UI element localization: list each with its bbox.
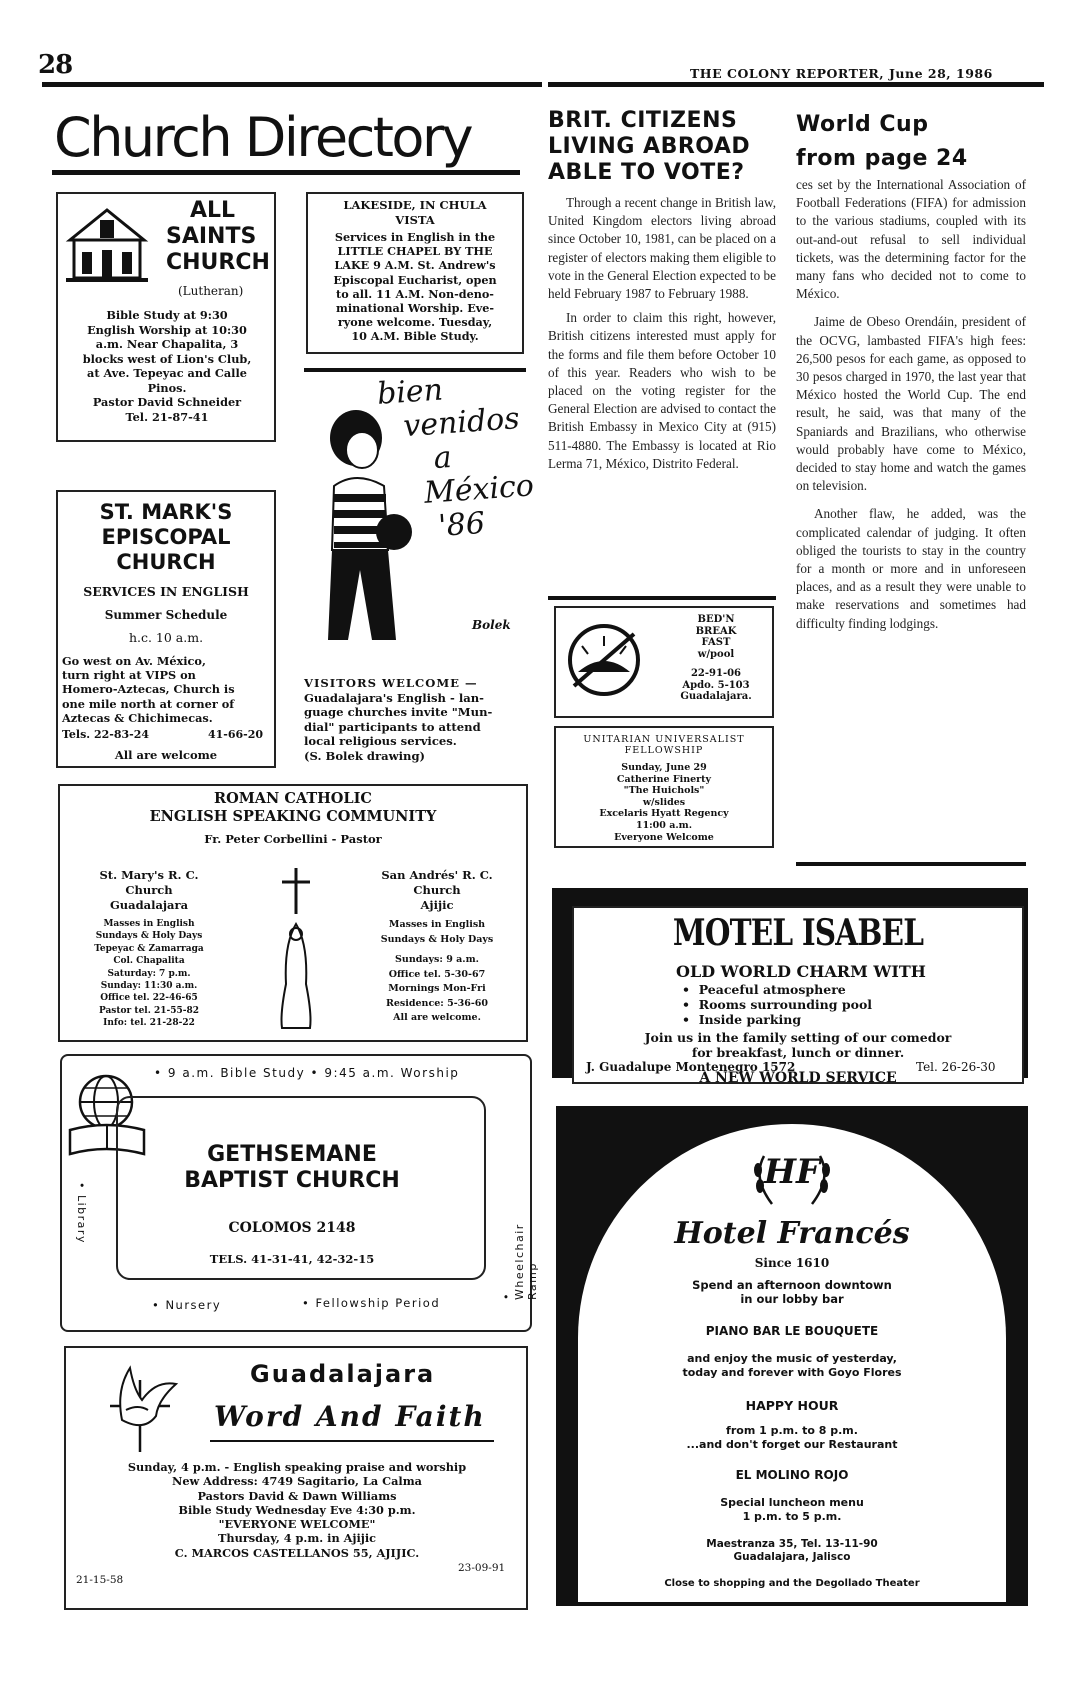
- lakeside-body-3: LAKE 9 A.M. St. Andrew's: [334, 258, 496, 273]
- motel-tagline: OLD WORLD CHARM WITH: [676, 962, 926, 981]
- st-marks-time: h.c. 10 a.m.: [128, 630, 204, 645]
- rc-right-body-3: Sundays: 9 a.m.: [395, 954, 479, 965]
- unitarian-ad: [554, 726, 774, 848]
- waf-tel-left: 21-15-58: [76, 1574, 124, 1586]
- cross-statue-icon: [270, 864, 322, 1034]
- rc-left-body-5: Saturday: 7 p.m.: [107, 968, 191, 979]
- st-marks-name-3: CHURCH: [116, 550, 216, 574]
- title-rule: [52, 170, 520, 175]
- bienvenidos-word-3: a: [432, 439, 453, 477]
- hotel-close: Close to shopping and the Degollado Theater: [664, 1578, 920, 1589]
- motel-bullet-icon-1: •: [682, 982, 699, 997]
- gethsemane-bottom-right: • Fellowship Period: [302, 1296, 441, 1310]
- gethsemane-top-line: • 9 a.m. Bible Study • 9:45 a.m. Worship: [154, 1066, 460, 1080]
- sunrise-bird-icon: [564, 620, 644, 700]
- hotel-frances-arch: [578, 1124, 1006, 1602]
- hotel-happy-2: ...and don't forget our Restaurant: [686, 1438, 898, 1451]
- waf-body-6: Thursday, 4 p.m. in Ajijic: [218, 1531, 376, 1546]
- motel-address: J. Guadalupe Montenegro 1572: [586, 1060, 796, 1074]
- rc-left-name-2: Church: [125, 883, 173, 897]
- all-saints-ad: [56, 192, 276, 442]
- unitarian-body-1: Sunday, June 29: [621, 762, 707, 773]
- rc-right-name-1: San Andrés' R. C.: [381, 868, 493, 882]
- motel-bullet-3: Inside parking: [698, 1012, 802, 1027]
- rc-left-body-8: Pastor tel. 21-55-82: [98, 1005, 200, 1016]
- hotel-spend-2: in our lobby bar: [740, 1292, 844, 1306]
- rc-pastor: Fr. Peter Corbellini - Pastor: [204, 832, 382, 846]
- brit-headline-1: BRIT. CITIZENS: [548, 108, 738, 133]
- bnb-line-2: BREAK: [695, 625, 737, 637]
- hotel-since: Since 1610: [754, 1256, 830, 1270]
- rc-right-name-3: Ajijic: [420, 898, 454, 912]
- hotel-lunch-1: Special luncheon menu: [720, 1496, 864, 1509]
- dove-cross-icon: [86, 1360, 194, 1456]
- st-marks-body-4: one mile north at corner of: [62, 696, 235, 711]
- hotel-enjoy-1: and enjoy the music of yesterday,: [687, 1352, 897, 1365]
- unitarian-body-5: Excelaris Hyatt Regency: [599, 808, 729, 820]
- all-saints-name-2: SAINTS: [166, 224, 257, 249]
- waf-divider: [210, 1440, 494, 1442]
- bienvenidos-caption-2: Guadalajara's English - lan-: [304, 690, 484, 705]
- gethsemane-left-side: • Library: [75, 1182, 88, 1244]
- rc-right-body-4: Office tel. 5-30-67: [388, 968, 486, 980]
- st-marks-tels-right: 41-66-20: [208, 728, 264, 741]
- unitarian-title-2: FELLOWSHIP: [624, 745, 704, 756]
- rc-right-body-1: Masses in English: [388, 919, 486, 930]
- hotel-happy-1: from 1 p.m. to 8 p.m.: [726, 1424, 858, 1437]
- lakeside-body-2: LITTLE CHAPEL BY THE: [337, 244, 493, 259]
- unitarian-body-3: "The Huichols": [623, 785, 705, 797]
- bnb-line-4: w/pool: [697, 648, 735, 660]
- bienvenidos-word-1: bien: [375, 372, 445, 412]
- st-marks-name-2: EPISCOPAL: [101, 525, 231, 549]
- world-cup-headline-1: World Cup: [796, 112, 929, 137]
- bienvenidos-caption-3: guage churches invite "Mun-: [304, 705, 493, 720]
- all-saints-body-2: English Worship at 10:30: [87, 322, 247, 337]
- all-saints-body-5: at Ave. Tepeyac and Calle: [87, 366, 247, 380]
- all-saints-name-3: CHURCH: [166, 250, 270, 275]
- rc-left-body-4: Col. Chapalita: [113, 956, 185, 967]
- waf-body-5: "EVERYONE WELCOME": [218, 1517, 376, 1532]
- st-marks-body-5: Aztecas & Chichimecas.: [62, 710, 213, 725]
- lakeside-ad: [306, 192, 524, 354]
- world-cup-paragraph-3: Another flaw, he added, was the complicated calendar of judging. It often obliged the tourists to stay in the country for a month or more and in unforeseen places, and as a result they were unable to make reservations and sometimes had difficulty finding lodgings.: [796, 506, 1026, 631]
- unitarian-body-4: w/slides: [642, 796, 686, 808]
- unitarian-title-1: UNITARIAN UNIVERSALIST: [583, 734, 745, 745]
- lakeside-body-4: Episcopal Eucharist, open: [333, 272, 497, 287]
- brit-bottom-rule: [548, 596, 776, 600]
- bienvenidos-caption-1: VISITORS WELCOME —: [304, 676, 478, 690]
- bienvenidos-caption-5: local religious services.: [304, 734, 457, 749]
- waf-tel-right: 23-09-91: [458, 1562, 506, 1574]
- st-marks-welcome: All are welcome: [114, 748, 218, 762]
- lakeside-body-5: to all. 11 A.M. Non-deno-: [336, 286, 494, 301]
- hotel-piano: PIANO BAR LE BOUQUETE: [705, 1324, 879, 1338]
- rc-right-body-6: Residence: 5-36-60: [385, 997, 489, 1009]
- hotel-spend-1: Spend an afternoon downtown: [692, 1278, 892, 1292]
- publication-line: THE COLONY REPORTER, June 28, 1986: [690, 66, 993, 81]
- directory-title: Church Directory: [54, 106, 472, 169]
- roman-catholic-ad: [58, 784, 528, 1042]
- motel-slogan: A NEW WORLD SERVICE: [699, 1070, 897, 1086]
- unitarian-body-2: Catherine Finerty: [616, 773, 712, 785]
- header-rule-right: [548, 82, 1044, 87]
- waf-body-2: New Address: 4749 Sagitario, La Calma: [172, 1474, 422, 1489]
- bnb-line-1: BED'N: [697, 614, 735, 625]
- rc-left-body-9: Info: tel. 21-28-22: [103, 1018, 195, 1029]
- all-saints-body-3: a.m. Near Chapalita, 3: [95, 337, 239, 351]
- bienvenidos-word-4: México: [422, 468, 535, 511]
- st-marks-schedule: Summer Schedule: [104, 608, 228, 622]
- hotel-address-1: Maestranza 35, Tel. 13-11-90: [706, 1538, 878, 1550]
- gethsemane-bottom-left: • Nursery: [152, 1298, 222, 1312]
- all-saints-body-4: blocks west of Lion's Club,: [82, 351, 252, 366]
- gethsemane-name-2: BAPTIST CHURCH: [184, 1168, 400, 1193]
- gethsemane-right-side: • Wheelchair Ramp: [500, 1223, 539, 1300]
- rc-left-name-3: Guadalajara: [109, 898, 189, 912]
- brit-paragraph-1: Through a recent change in British law, United Kingdom electors living abroad since October 10, 1981, can be placed on a register of electors making them eligible to vote in the General Election expected to be held February 1987 to February 1988.: [548, 195, 776, 302]
- hotel-restaurant: EL MOLINO ROJO: [735, 1468, 849, 1482]
- motel-bullet-icon-2: •: [682, 997, 699, 1012]
- brit-headline-2: LIVING ABROAD: [548, 134, 751, 159]
- lakeside-body-6: minational Worship. Eve-: [336, 301, 494, 316]
- rc-right-body-7: All are welcome.: [393, 1012, 481, 1023]
- lakeside-title-1: LAKESIDE, IN CHULA: [343, 198, 487, 212]
- all-saints-tel: Tel. 21-87-41: [125, 409, 209, 424]
- brit-paragraph-2: In order to claim this right, however, British citizens interested must apply for the forms and file them before October 10 of this year. Readers who wish to be placed on the voting register for the General Election are advised to contact the British Embassy in Mexico City at (915) 511-4880. The Embassy is located at Rio Lerma 71, México, Distrito Federal.: [548, 310, 776, 471]
- st-marks-body-1: Go west on Av. México,: [62, 654, 206, 668]
- st-marks-tels-left: Tels. 22-83-24: [62, 728, 150, 741]
- bnb-line-7: Guadalajara.: [680, 691, 752, 702]
- world-cup-headline-2: from page 24: [796, 146, 968, 171]
- motel-bullet-2: Rooms surrounding pool: [698, 997, 873, 1012]
- hotel-address-2: Guadalajara, Jalisco: [733, 1551, 851, 1563]
- st-marks-name-1: ST. MARK'S: [99, 500, 233, 524]
- header-rule-left: [42, 82, 542, 87]
- lakeside-body-8: 10 A.M. Bible Study.: [351, 329, 479, 344]
- rc-left-body-6: Sunday: 11:30 a.m.: [100, 981, 198, 992]
- rc-right-name-2: Church: [413, 883, 461, 897]
- brit-headline-3: ABLE TO VOTE?: [548, 160, 745, 185]
- all-saints-body-1: Bible Study at 9:30: [106, 308, 228, 322]
- hotel-lunch-2: 1 p.m. to 5 p.m.: [742, 1510, 842, 1523]
- bienvenidos-word-2: venidos: [402, 401, 521, 445]
- gethsemane-address: COLOMOS 2148: [228, 1220, 356, 1236]
- bienvenidos-caption-4: dial" participants to attend: [304, 719, 481, 734]
- all-saints-pastor: Pastor David Schneider: [92, 395, 242, 409]
- waf-body-4: Bible Study Wednesday Eve 4:30 p.m.: [178, 1502, 416, 1517]
- motel-invite-2: for breakfast, lunch or dinner.: [691, 1045, 905, 1060]
- bienvenidos-caption-6: (S. Bolek drawing): [304, 748, 426, 763]
- motel-tel: Tel. 26-26-30: [916, 1060, 996, 1074]
- word-and-faith-ad: [64, 1346, 528, 1610]
- hotel-monogram: HF: [763, 1152, 821, 1192]
- bienvenidos-signature: Bolek: [472, 618, 511, 632]
- hotel-name: Hotel Francés: [674, 1216, 910, 1251]
- st-marks-services: SERVICES IN ENGLISH: [83, 584, 249, 599]
- bnb-line-6: Apdo. 5-103: [682, 679, 750, 691]
- st-marks-ad: [56, 490, 276, 768]
- motel-isabel-inner: [572, 906, 1024, 1084]
- motel-name: MOTEL ISABEL: [672, 912, 924, 954]
- church-building-icon: [64, 206, 150, 284]
- unitarian-body-6: 11:00 a.m.: [635, 819, 693, 831]
- gethsemane-name-1: GETHSEMANE: [207, 1142, 377, 1167]
- rc-left-body-2: Sundays & Holy Days: [95, 931, 203, 942]
- bienvenidos-drawing: [304, 372, 535, 666]
- motel-bullet-icon-3: •: [682, 1012, 699, 1027]
- hotel-happy: HAPPY HOUR: [745, 1398, 839, 1413]
- world-cup-paragraph-1: ces set by the International Association of Football Federations (FIFA) for admission to the various stadiums, coupled with its out-and-out refusal to sell individual tickets, was the determining factor for the many fans who decided not to come to México.: [796, 177, 1026, 302]
- rc-left-body-3: Tepeyac & Zamarraga: [94, 943, 204, 954]
- rc-right-body-2: Sundays & Holy Days: [380, 933, 494, 945]
- rc-left-body-7: Office tel. 22-46-65: [100, 993, 198, 1004]
- bnb-line-5: 22-91-06: [690, 668, 742, 679]
- all-saints-body-6: Pinos.: [147, 380, 187, 395]
- waf-body-1: Sunday, 4 p.m. - English speaking praise and worship: [127, 1460, 467, 1474]
- world-cup-bottom-rule: [796, 862, 1026, 866]
- waf-name-top: Guadalajara: [250, 1360, 436, 1388]
- waf-body-3: Pastors David & Dawn Williams: [197, 1488, 397, 1503]
- gethsemane-tels: TELS. 41-31-41, 42-32-15: [209, 1252, 375, 1266]
- bienvenidos-word-5: '86: [437, 505, 487, 544]
- all-saints-denomination: (Lutheran): [178, 284, 244, 298]
- lakeside-title-2: VISTA: [395, 212, 435, 227]
- rc-left-body-1: Masses in English: [103, 919, 195, 929]
- rc-title-1: ROMAN CATHOLIC: [214, 790, 372, 807]
- bed-n-break-ad: [554, 606, 774, 718]
- gethsemane-ad: [60, 1054, 539, 1332]
- motel-bullet-1: Peaceful atmosphere: [698, 982, 846, 997]
- hotel-enjoy-2: today and forever with Goyo Flores: [682, 1366, 902, 1379]
- rc-left-name-1: St. Mary's R. C.: [99, 868, 199, 882]
- rc-right-body-5: Mornings Mon-Fri: [388, 983, 486, 994]
- rc-title-2: ENGLISH SPEAKING COMMUNITY: [149, 808, 437, 825]
- st-marks-body-2: turn right at VIPS on: [62, 668, 196, 683]
- lakeside-body-7: ryone welcome. Tuesday,: [337, 315, 493, 330]
- unitarian-body-7: Everyone Welcome: [614, 831, 714, 843]
- lakeside-body-1: Services in English in the: [334, 230, 496, 244]
- st-marks-body-3: Homero-Aztecas, Church is: [62, 682, 235, 697]
- bnb-line-3: FAST: [701, 637, 731, 648]
- waf-body-7: C. MARCOS CASTELLANOS 55, AJIJIC.: [174, 1545, 420, 1560]
- page-number: 28: [38, 50, 73, 80]
- world-cup-paragraph-2: Jaime de Obeso Orendáin, president of the OCVG, lambasted FIFA's high fees: 26,500 pesos for each game, as opposed to 30 pesos charged in 1970, the last year that México hosted the World Cup. The end result, he said, was that many of the Spaniards and Brazilians, who otherwise would probably have come to México, decided to stay home and watch the games on television.: [796, 314, 1026, 494]
- all-saints-name-1: ALL: [190, 198, 236, 223]
- motel-invite-1: Join us in the family setting of our comedor: [644, 1030, 952, 1045]
- laurel-wreath-icon: [742, 1148, 842, 1212]
- waf-name-bottom: Word And Faith: [214, 1400, 486, 1433]
